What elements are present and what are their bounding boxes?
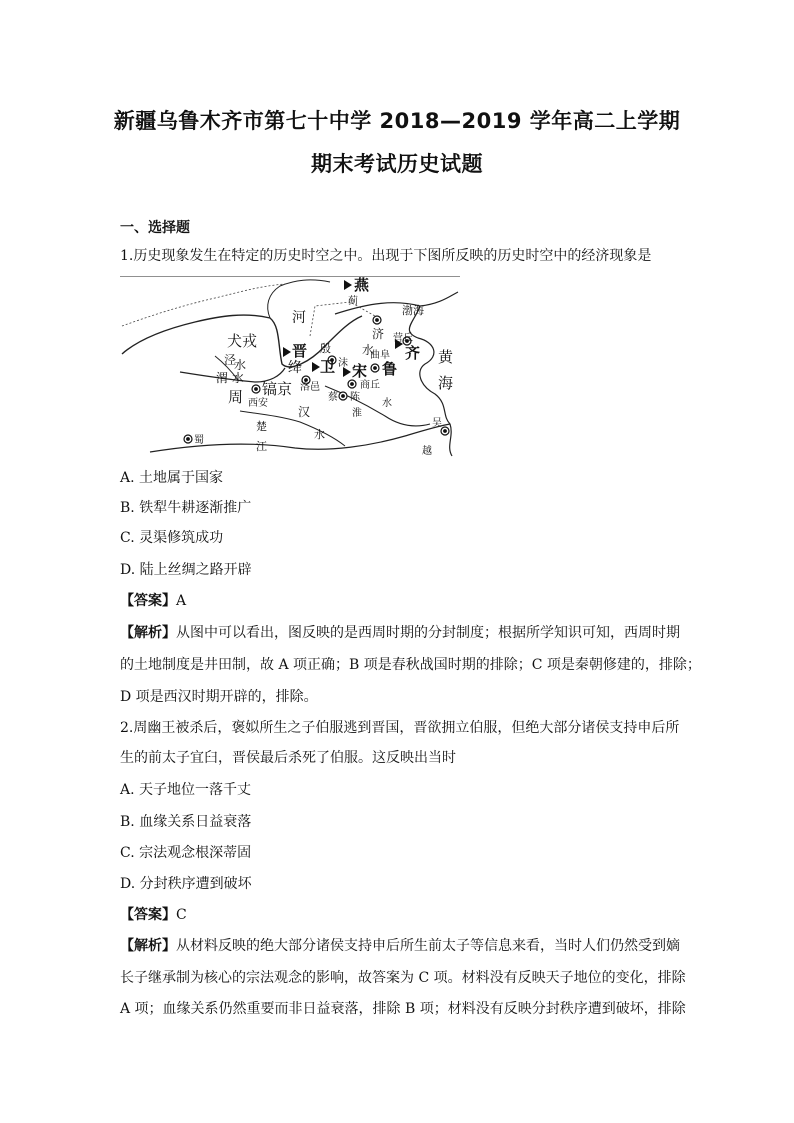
map-label-qi: 齐 — [405, 344, 421, 362]
map-label-bohai: 渤海 — [402, 304, 424, 317]
map-label-lu: 鲁 — [382, 360, 398, 378]
q2-analysis-tag: 【解析】 — [120, 938, 176, 954]
map-label-huang: 黄 — [438, 348, 454, 366]
q2-option-c: C. 宗法观念根深蒂固 — [120, 845, 252, 861]
map-label-yingqiu: 营丘 — [393, 333, 413, 344]
map-label-qufu: 曲阜 — [370, 350, 390, 361]
q1-option-c: C. 灵渠修筑成功 — [120, 530, 224, 546]
q2-analysis-line-2: 长子继承制为核心的宗法观念的影响，故答案为 C 项。材料没有反映天子地位的变化，排除 — [120, 970, 686, 986]
map-label-shangqiu: 商丘 — [360, 380, 380, 391]
q2-analysis-line-3: A 项；血缘关系仍然重要而非日益衰落，排除 B 项；材料没有反映分封秩序遭到破坏，排除 — [120, 1001, 686, 1017]
map-label-shu: 蜀 — [194, 435, 204, 446]
exam-title-line-2: 期末考试历史试题 — [311, 152, 483, 176]
map-label-song: 宋 — [352, 362, 368, 380]
q2-option-d: D. 分封秩序遭到破坏 — [120, 876, 252, 892]
map-label-jing: 泾 — [224, 353, 237, 367]
map-label-xian: 西安 — [248, 398, 268, 409]
map-label-haojing: 镐京 — [262, 380, 293, 398]
q1-analysis-line-1: 【解析】从图中可以看出，图反映的是西周时期的分封制度；根据所学知识可知，西周时期 — [120, 625, 680, 641]
map-label-yue: 越 — [422, 446, 432, 457]
q1-answer-tag: 【答案】 — [120, 593, 176, 609]
map-label-quanrong: 犬戎 — [227, 332, 258, 350]
map-label-hai: 海 — [438, 374, 454, 392]
q1-analysis-line-2: 的土地制度是井田制，故 A 项正确；B 项是春秋战国时期的排除；C 项是秦朝修建的，排除； — [120, 657, 701, 673]
q1-analysis-tag: 【解析】 — [120, 625, 176, 641]
map-label-shui-1: 水 — [362, 343, 375, 357]
map-label-yan: 燕 — [354, 276, 370, 294]
map-label-han: 汉 — [298, 405, 311, 419]
map-label-shui-2: 水 — [232, 371, 245, 385]
map-label-weishui: 渭 — [216, 371, 229, 385]
map-label-shui-3: 水 — [234, 358, 247, 372]
q1-analysis-line-3: D 项是西汉时期开辟的，排除。 — [120, 689, 318, 705]
exam-title-line-1: 新疆乌鲁木齐市第七十中学 2018—2019 学年高二上学期 — [113, 109, 681, 133]
map-label-jin: 晋 — [292, 342, 308, 360]
map-label-mo: 沫 — [338, 358, 348, 369]
map-label-chen: 陈 — [350, 392, 360, 403]
map-label-wei: 卫 — [320, 358, 336, 376]
map-label-shui-4: 水 — [382, 398, 392, 409]
map-label-huai: 淮 — [352, 408, 362, 419]
map-label-yin: 殷 — [320, 342, 331, 355]
question-2-stem-line-1: 2.周幽王被杀后，褒姒所生之子伯服逃到晋国，晋欲拥立伯服，但绝大部分诸侯支持申后所 — [120, 720, 680, 736]
q2-answer-value: C — [176, 907, 187, 923]
map-label-ji-river: 济 — [372, 327, 385, 341]
map-label-shui-5: 水 — [314, 428, 325, 441]
q1-option-b: B. 铁犁牛耕逐渐推广 — [120, 500, 252, 516]
western-zhou-map — [120, 276, 460, 458]
map-label-jiang-2: 江 — [256, 440, 267, 453]
map-label-luoyi: 洛邑 — [300, 382, 320, 393]
q1-option-d: D. 陆上丝绸之路开辟 — [120, 562, 252, 578]
question-1-stem: 1.历史现象发生在特定的历史时空之中。出现于下图所反映的历史时空中的经济现象是 — [120, 248, 652, 264]
q2-option-b: B. 血缘关系日益衰落 — [120, 814, 252, 830]
q2-answer — [120, 905, 680, 925]
map-label-zhou: 周 — [228, 388, 244, 406]
section-heading: 一、选择题 — [120, 220, 190, 236]
q2-answer-tag: 【答案】 — [120, 907, 176, 923]
map-label-cai: 蔡 — [328, 392, 338, 403]
q1-answer — [120, 591, 680, 611]
map-label-he: 河 — [292, 310, 306, 326]
q2-analysis-line-1: 【解析】从材料反映的绝大部分诸侯支持申后所生前太子等信息来看，当时人们仍然受到嫡 — [120, 938, 680, 954]
question-2-stem-line-2: 生的前太子宜臼，晋侯最后杀死了伯服。这反映出当时 — [120, 750, 456, 766]
map-label-ji: 蓟 — [348, 296, 358, 307]
q1-answer-value: A — [176, 593, 187, 609]
q2-option-a: A. 天子地位一落千丈 — [120, 782, 252, 798]
q1-option-a: A. 土地属于国家 — [120, 470, 224, 486]
map-label-wu: 吴 — [432, 418, 442, 429]
map-label-jiang: 绛 — [288, 360, 302, 376]
map-label-chu: 楚 — [256, 420, 267, 433]
